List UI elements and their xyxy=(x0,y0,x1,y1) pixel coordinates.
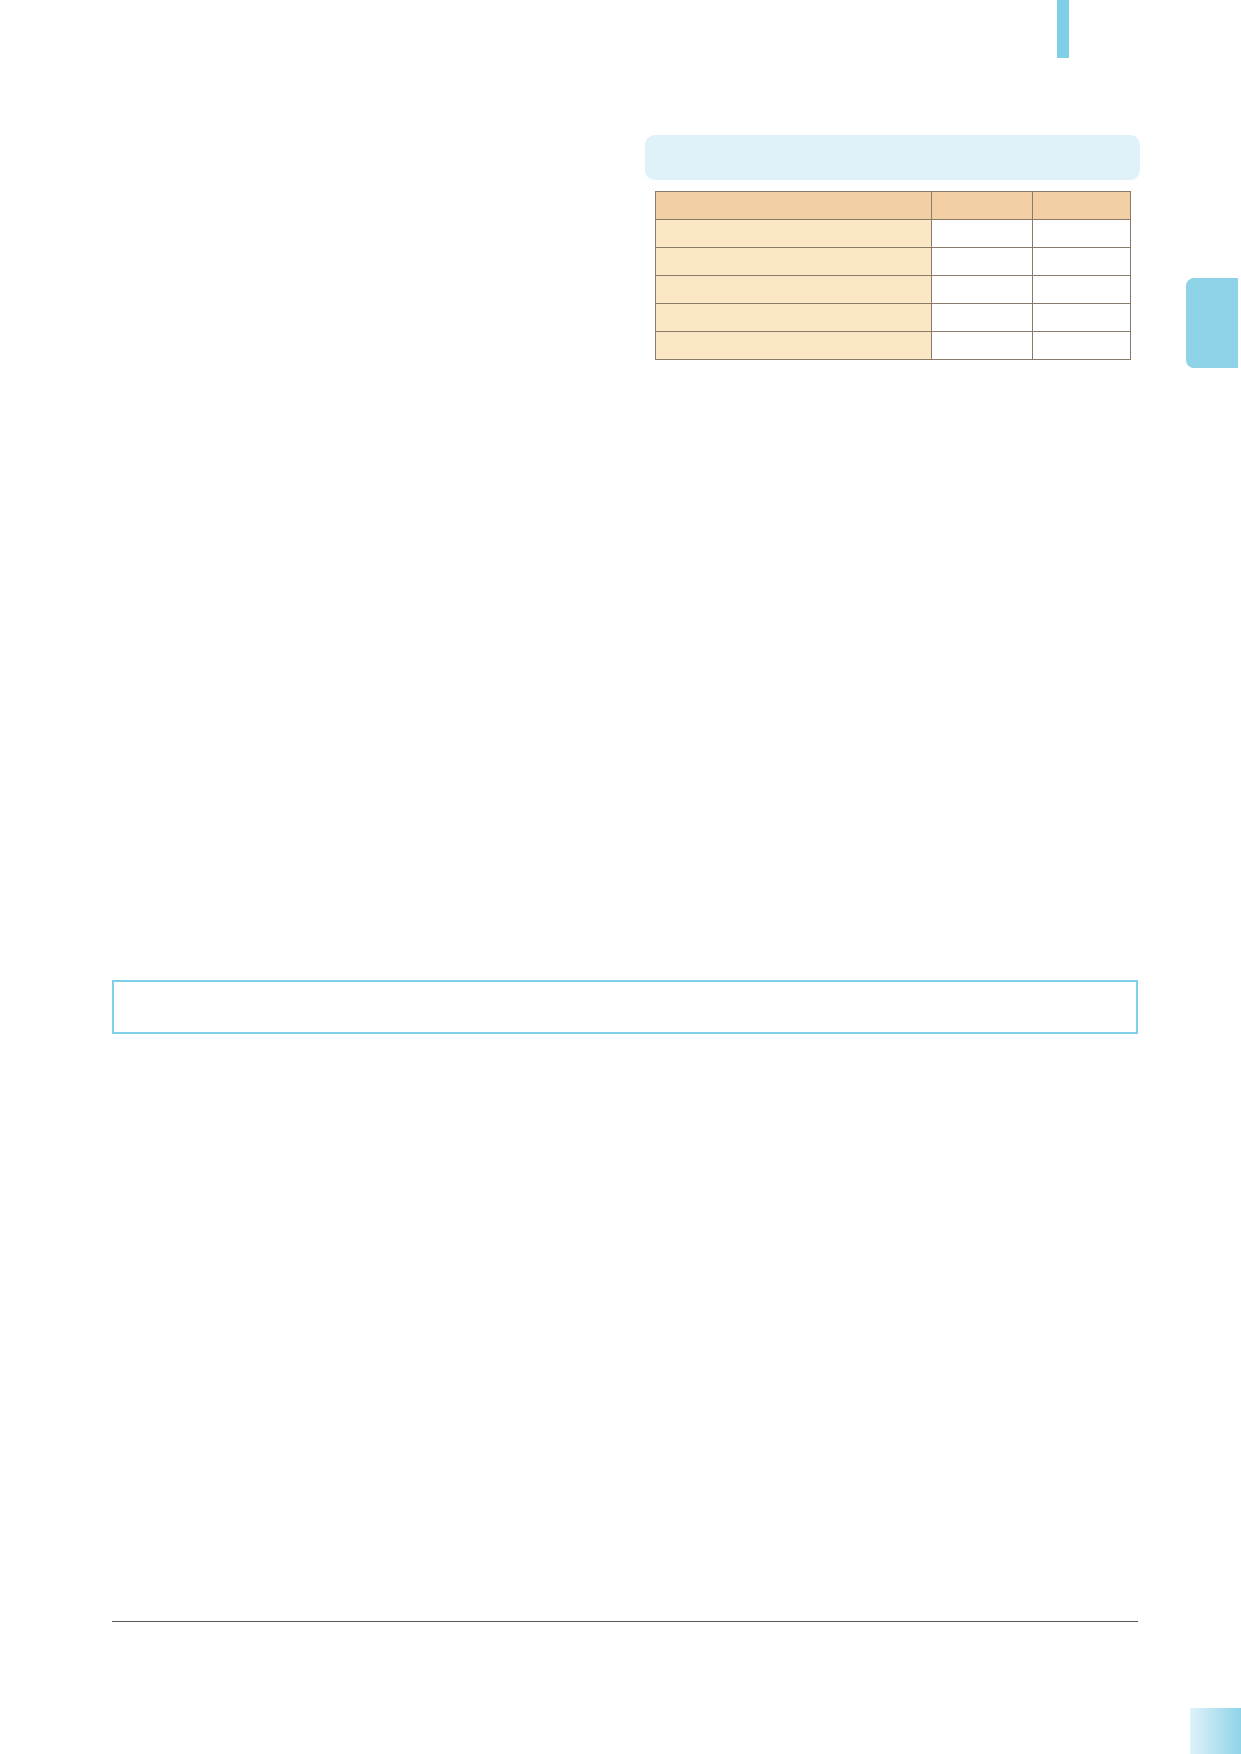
footer-accent-bar xyxy=(1190,1708,1241,1754)
table-row xyxy=(656,248,1131,276)
header-accent-bar xyxy=(1057,0,1069,58)
part-tab xyxy=(1186,278,1238,368)
figure-title xyxy=(645,135,1140,180)
footnote xyxy=(112,1655,126,1675)
table-header xyxy=(932,192,1033,220)
section-heading xyxy=(112,980,1138,1034)
bar-chart xyxy=(645,430,1145,695)
table-row xyxy=(656,304,1131,332)
table-header xyxy=(656,192,932,220)
table-row xyxy=(656,276,1131,304)
table-header xyxy=(1033,192,1131,220)
table-row xyxy=(656,220,1131,248)
table-row xyxy=(656,332,1131,360)
footnote xyxy=(112,1633,126,1653)
regression-table xyxy=(655,191,1131,360)
footnote-divider xyxy=(112,1621,1138,1622)
